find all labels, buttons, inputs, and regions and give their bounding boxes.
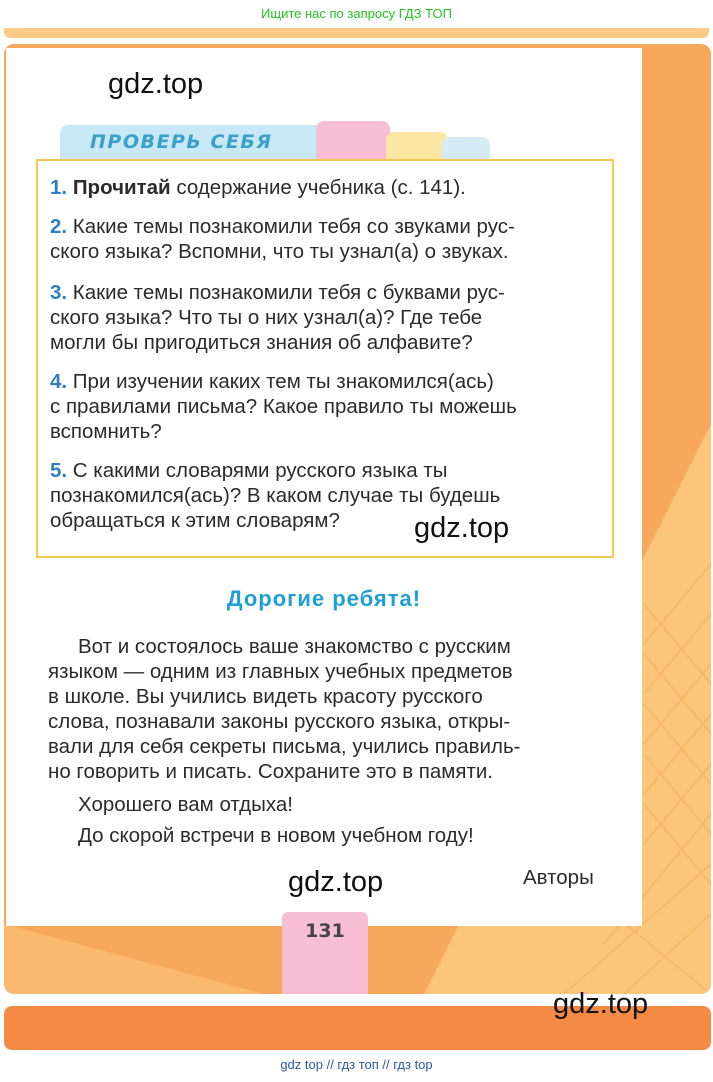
search-hint-link[interactable]: Ищите нас по запросу ГДЗ ТОП	[261, 6, 452, 21]
question-3: 3. Какие темы познакомили тебя с буквами рус- ского языка? Что ты о них узнал(а)? Где тебе могли бы пригодиться знания об алфавите?	[50, 281, 505, 354]
watermark: gdz.top	[288, 866, 384, 898]
question-1: 1. Прочитай содержание учебника (с. 141).	[50, 176, 466, 199]
page-number: 131	[305, 920, 345, 942]
watermark: gdz.top	[108, 68, 204, 100]
top-decor-strip	[4, 28, 709, 38]
question-4: 4. При изучении каких тем ты знакомился(ась) с правилами письма? Какое правило ты можешь вспомнить?	[50, 370, 517, 443]
letter-signature: Авторы	[523, 866, 594, 889]
decor-tab-pink	[316, 121, 390, 161]
letter-paragraph-2: Хорошего вам отдыха!	[78, 793, 293, 816]
footer-links[interactable]: gdz top // гдз топ // гдз top	[280, 1057, 433, 1072]
watermark: gdz.top	[553, 988, 649, 1020]
letter-paragraph-1: Вот и состоялось ваше знакомство с русским языком — одним из главных учебных предметов в школе. Вы учились видеть красоту русского слова, познавали законы русского языка, откры- вали для себя секреты письма, учились правиль- но говорить и писать. Сохраните это в памяти.	[48, 635, 521, 783]
watermark: gdz.top	[414, 512, 510, 544]
question-5: 5. С какими словарями русского языка ты познакомился(ась)? В каком случае ты будешь обращаться к этим словарям?	[50, 459, 501, 532]
letter-paragraph-3: До скорой встречи в новом учебном году!	[78, 824, 474, 847]
section-title: ПРОВЕРЬ СЕБЯ	[90, 131, 273, 153]
question-2: 2. Какие темы познакомили тебя со звуками рус- ского языка? Вспомни, что ты узнал(а) о звуках.	[50, 215, 515, 263]
letter-heading: Дорогие ребята!	[226, 586, 422, 611]
